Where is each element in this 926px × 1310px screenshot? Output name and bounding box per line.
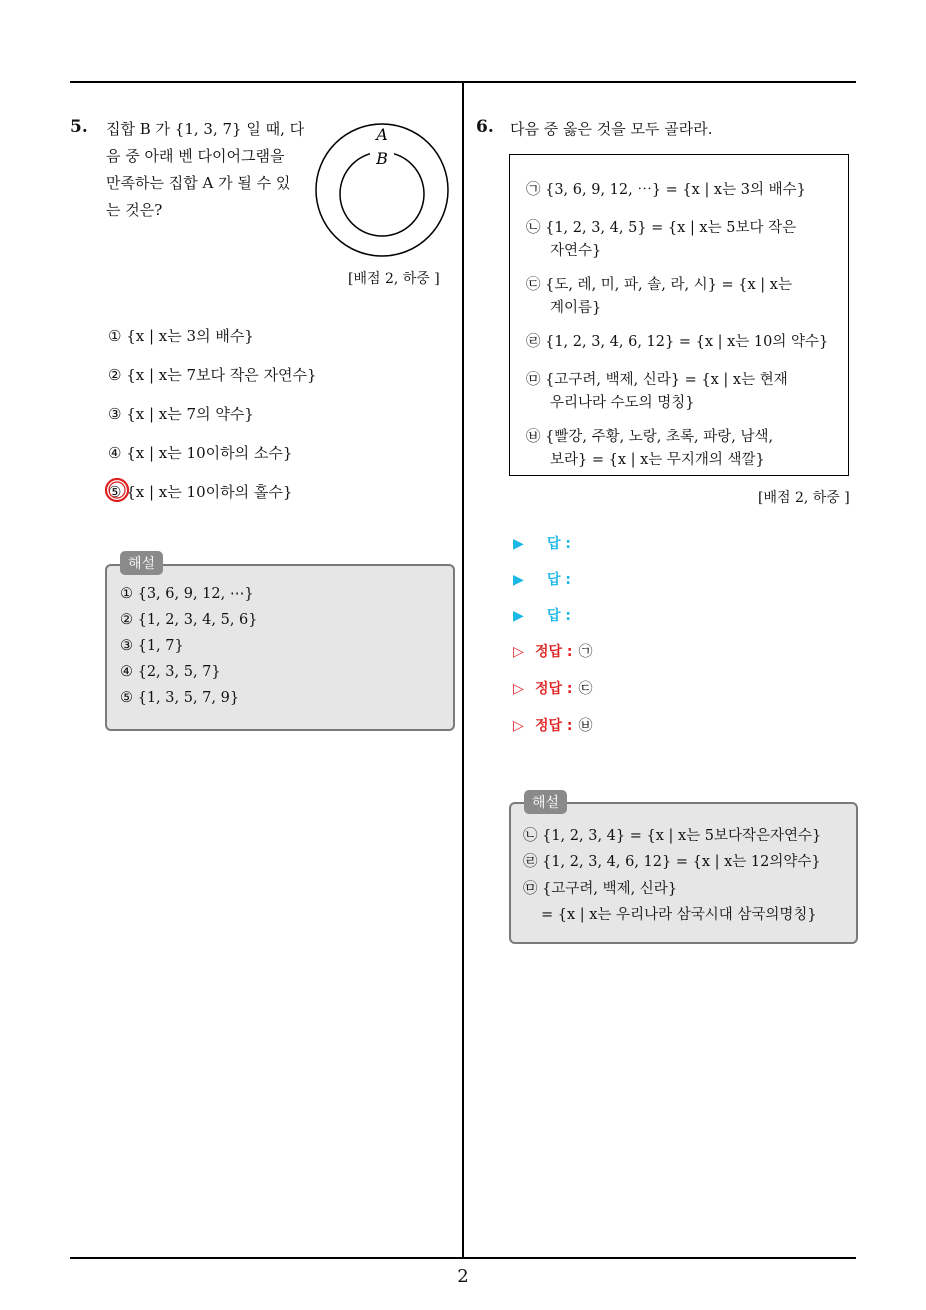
page-number: 2: [457, 1266, 469, 1287]
q6-statement-2: [526, 217, 796, 263]
q5-solution-box: [105, 564, 455, 731]
q5-solution-line: ③ {1, 7}: [120, 638, 184, 654]
correct-answer-2: [513, 678, 593, 698]
correct-answer-value: ㉠: [578, 644, 593, 660]
statement-line: 우리나라 수도의 명칭}: [550, 395, 695, 411]
q5-text: [106, 116, 306, 224]
q5-option-4[interactable]: ④ {x | x는 10이하의 소수}: [108, 444, 293, 462]
statement-line: 계이름}: [550, 300, 602, 316]
q5-option-3[interactable]: ③ {x | x는 7의 약수}: [108, 405, 254, 423]
q5-score: [배점 2, 하중 ]: [348, 271, 440, 287]
statement-line: ㉡ {1, 2, 3, 4, 5} = {x | x는 5보다 작은: [526, 220, 797, 236]
correct-answer-label: 정답 :: [535, 718, 573, 734]
q5-option-1[interactable]: ① {x | x는 3의 배수}: [108, 327, 254, 345]
play-icon: ▶: [513, 608, 524, 624]
q5-solution-line: ④ {2, 3, 5, 7}: [120, 664, 221, 680]
q6-solution-line: ㉡ {1, 2, 3, 4} = {x | x는 5보다작은자연수}: [523, 828, 822, 844]
q6-number: 6.: [476, 117, 494, 137]
q5-text-line: 음 중 아래 벤 다이어그램을: [106, 147, 285, 165]
q5-number: 5.: [70, 117, 88, 137]
q6-solution-line: ㉣ {1, 2, 3, 4, 6, 12} = {x | x는 12의약수}: [523, 854, 821, 870]
venn-label-b: B: [376, 149, 388, 168]
outline-play-icon: ▷: [513, 681, 524, 697]
statement-line: ㉣ {1, 2, 3, 4, 6, 12} = {x | x는 10의 약수}: [526, 334, 829, 350]
correct-answer-label: 정답 :: [535, 681, 573, 697]
q6-score: [배점 2, 하중 ]: [758, 490, 850, 506]
q5-text-line: 는 것은?: [106, 201, 163, 219]
answer-label: 답 :: [547, 536, 571, 552]
q5-text-line: 만족하는 집합 A 가 될 수 있: [106, 174, 291, 192]
q6-statement-box: [509, 154, 849, 476]
answer-blank-2[interactable]: [513, 569, 571, 589]
q6-solution-tag: 해설: [524, 790, 567, 814]
q5-solution-line: ② {1, 2, 3, 4, 5, 6}: [120, 612, 258, 628]
answer-label: 답 :: [547, 572, 571, 588]
q5-text-line: 집합 B 가 {1, 3, 7} 일 때, 다: [106, 120, 305, 138]
venn-diagram: [312, 120, 452, 260]
selected-answer-circle: [104, 477, 134, 505]
statement-line: 보라} = {x | x는 무지개의 색깔}: [550, 452, 765, 468]
statement-line: ㉠ {3, 6, 9, 12, ⋯} = {x | x는 3의 배수}: [526, 182, 806, 198]
q6-statement-1: [526, 179, 806, 202]
outline-play-icon: ▷: [513, 644, 524, 660]
statement-line: 자연수}: [550, 243, 602, 259]
outline-play-icon: ▷: [513, 718, 524, 734]
statement-line: ㉤ {고구려, 백제, 신라} = {x | x는 현재: [526, 372, 788, 388]
q5-option-2[interactable]: ② {x | x는 7보다 작은 자연수}: [108, 366, 317, 384]
answer-label: 답 :: [547, 608, 571, 624]
correct-answer-value: ㉥: [578, 718, 593, 734]
play-icon: ▶: [513, 572, 524, 588]
column-divider: [462, 81, 464, 1259]
bottom-rule: [70, 1257, 856, 1259]
q5-solution-tag: 해설: [120, 551, 163, 575]
statement-line: ㉥ {빨강, 주황, 노랑, 초록, 파랑, 남색,: [526, 429, 774, 445]
q6-statement-6: [526, 426, 773, 472]
statement-line: ㉢ {도, 레, 미, 파, 솔, 라, 시} = {x | x는: [526, 277, 792, 293]
correct-answer-1: [513, 641, 593, 661]
correct-answer-label: 정답 :: [535, 644, 573, 660]
q6-statement-5: [526, 369, 788, 415]
q5-option-5[interactable]: ⑤ {x | x는 10이하의 홀수}: [108, 483, 293, 501]
q6-solution-box: [509, 802, 858, 944]
play-icon: ▶: [513, 536, 524, 552]
answer-blank-3[interactable]: [513, 605, 571, 625]
venn-label-a: A: [376, 125, 388, 144]
q6-text: 다음 중 옳은 것을 모두 골라라.: [510, 120, 713, 138]
q6-solution-line: = {x | x는 우리나라 삼국시대 삼국의명칭}: [541, 907, 817, 923]
q5-solution-line: ⑤ {1, 3, 5, 7, 9}: [120, 690, 240, 706]
correct-answer-3: [513, 715, 593, 735]
q6-solution-line: ㉤ {고구려, 백제, 신라}: [523, 881, 678, 897]
q5-solution-line: ① {3, 6, 9, 12, ⋯}: [120, 586, 254, 602]
answer-blank-1[interactable]: [513, 533, 571, 553]
q6-statement-3: [526, 274, 792, 320]
q6-statement-4: [526, 331, 828, 354]
correct-answer-value: ㉢: [578, 681, 593, 697]
